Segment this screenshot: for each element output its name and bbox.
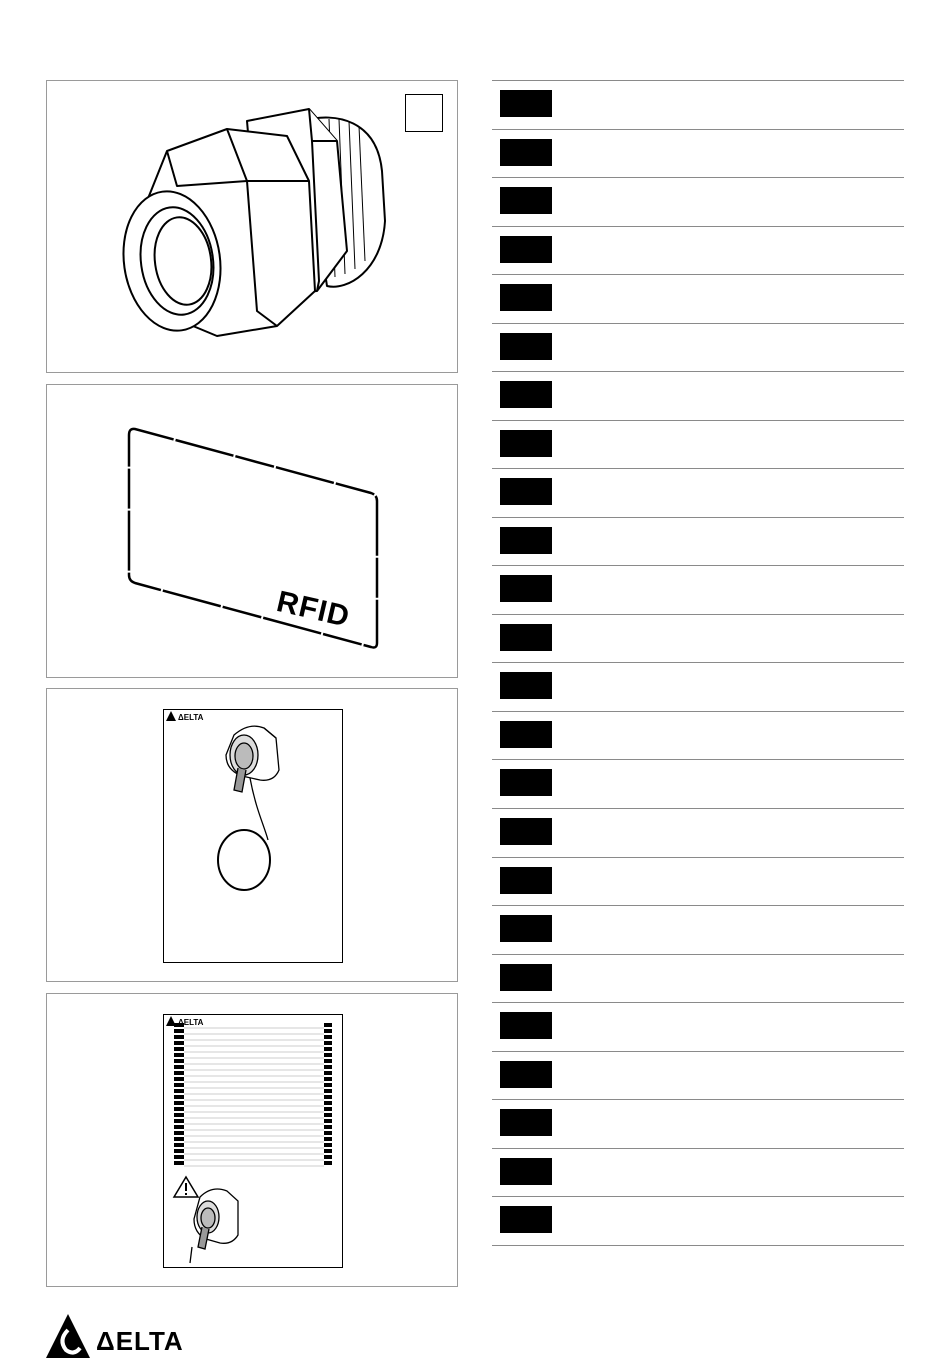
language-label-block [500,478,552,505]
booklet-block-right [324,1071,332,1075]
charger-connector-illustration [164,710,342,962]
language-label-block [500,430,552,457]
language-row [492,372,904,421]
language-row [492,760,904,809]
language-label-block [500,1158,552,1185]
booklet-block-right [324,1077,332,1081]
language-row [492,1100,904,1149]
language-label-block [500,284,552,311]
language-row [492,955,904,1004]
booklet-block-right [324,1113,332,1117]
delta-mini-logo [164,1015,204,1027]
language-label-block [500,575,552,602]
language-row [492,906,904,955]
booklet-block-left [174,1059,184,1063]
language-row [492,1003,904,1052]
language-label-block [500,915,552,942]
booklet-block-right [324,1029,332,1033]
booklet-block-right [324,1047,332,1051]
language-label-block [500,90,552,117]
language-label-block [500,527,552,554]
rfid-card-text: RFID [273,585,354,634]
language-row [492,275,904,324]
language-label-block [500,721,552,748]
booklet-block-left [174,1161,184,1165]
booklet-block-left [174,1029,184,1033]
language-label-block [500,672,552,699]
booklet-block-left [174,1047,184,1051]
booklet-block-left [174,1077,184,1081]
language-label-block [500,1109,552,1136]
language-row [492,1197,904,1246]
cable-gland-illustration [47,81,459,374]
language-label-block [500,818,552,845]
language-row [492,421,904,470]
booklet-block-right [324,1149,332,1153]
language-row [492,518,904,567]
rfid-card [47,385,459,679]
language-row [492,615,904,664]
reference-box [405,94,443,132]
booklet-block-left [174,1041,184,1045]
booklet-block-right [324,1107,332,1111]
booklet-block-right [324,1053,332,1057]
language-row [492,324,904,373]
language-label-block [500,333,552,360]
booklet-block-left [174,1101,184,1105]
booklet-block-left [174,1065,184,1069]
booklet-block-left [174,1149,184,1153]
booklet-block-left [174,1035,184,1039]
multilingual-booklet [163,1014,343,1268]
language-label-block [500,139,552,166]
language-label-block [500,236,552,263]
language-label-block [500,1061,552,1088]
booklet-block-right [324,1119,332,1123]
booklet-block-right [324,1041,332,1045]
booklet-block-left [174,1089,184,1093]
language-label-block [500,867,552,894]
booklet-block-right [324,1131,332,1135]
warning-connector-illustration [172,1175,242,1265]
booklet-block-right [324,1083,332,1087]
language-label-block [500,1206,552,1233]
booklet-block-right [324,1161,332,1165]
booklet-block-right [324,1059,332,1063]
quick-guide-booklet [163,709,343,963]
booklet-block-left [174,1113,184,1117]
language-row [492,130,904,179]
booklet-block-left [174,1095,184,1099]
booklet-block-left [174,1143,184,1147]
language-row [492,566,904,615]
mini-logo-text: ΔELTA [178,1018,204,1027]
delta-logo-text: ΔELTA [96,1326,184,1356]
booklet-block-left [174,1119,184,1123]
booklet-block-left [174,1131,184,1135]
booklet-block-right [324,1137,332,1141]
booklet-block-right [324,1089,332,1093]
language-row [492,469,904,518]
language-label-block [500,769,552,796]
language-row [492,858,904,907]
booklet-block-right [324,1035,332,1039]
booklet-block-left [174,1155,184,1159]
language-row [492,712,904,761]
language-row [492,809,904,858]
language-row [492,1052,904,1101]
quick-guide-panel [46,688,458,982]
cable-gland-panel [46,80,458,373]
language-list [492,80,904,1246]
delta-mini-logo [164,710,204,722]
warning-icon [174,1177,198,1197]
delta-logo [44,1312,184,1365]
booklet-block-left [174,1071,184,1075]
language-label-block [500,964,552,991]
booklet-block-left [174,1083,184,1087]
booklet-language-lines [164,1015,342,1175]
language-row [492,178,904,227]
language-label-block [500,381,552,408]
booklet-block-left [174,1053,184,1057]
booklet-block-right [324,1095,332,1099]
language-label-block [500,1012,552,1039]
booklet-block-right [324,1143,332,1147]
delta-logo-icon [44,1312,96,1360]
booklet-block-left [174,1107,184,1111]
booklet-block-left [174,1125,184,1129]
language-label-block [500,187,552,214]
language-row [492,1149,904,1198]
booklet-block-right [324,1065,332,1069]
rfid-card-panel [46,384,458,678]
language-row [492,663,904,712]
booklet-block-right [324,1125,332,1129]
language-row [492,227,904,276]
booklet-block-right [324,1101,332,1105]
language-label-block [500,624,552,651]
booklet-block-right [324,1023,332,1027]
booklet-block-right [324,1155,332,1159]
language-row [492,81,904,130]
mini-logo-text: ΔELTA [178,713,204,722]
multilingual-booklet-panel [46,993,458,1287]
booklet-block-left [174,1137,184,1141]
